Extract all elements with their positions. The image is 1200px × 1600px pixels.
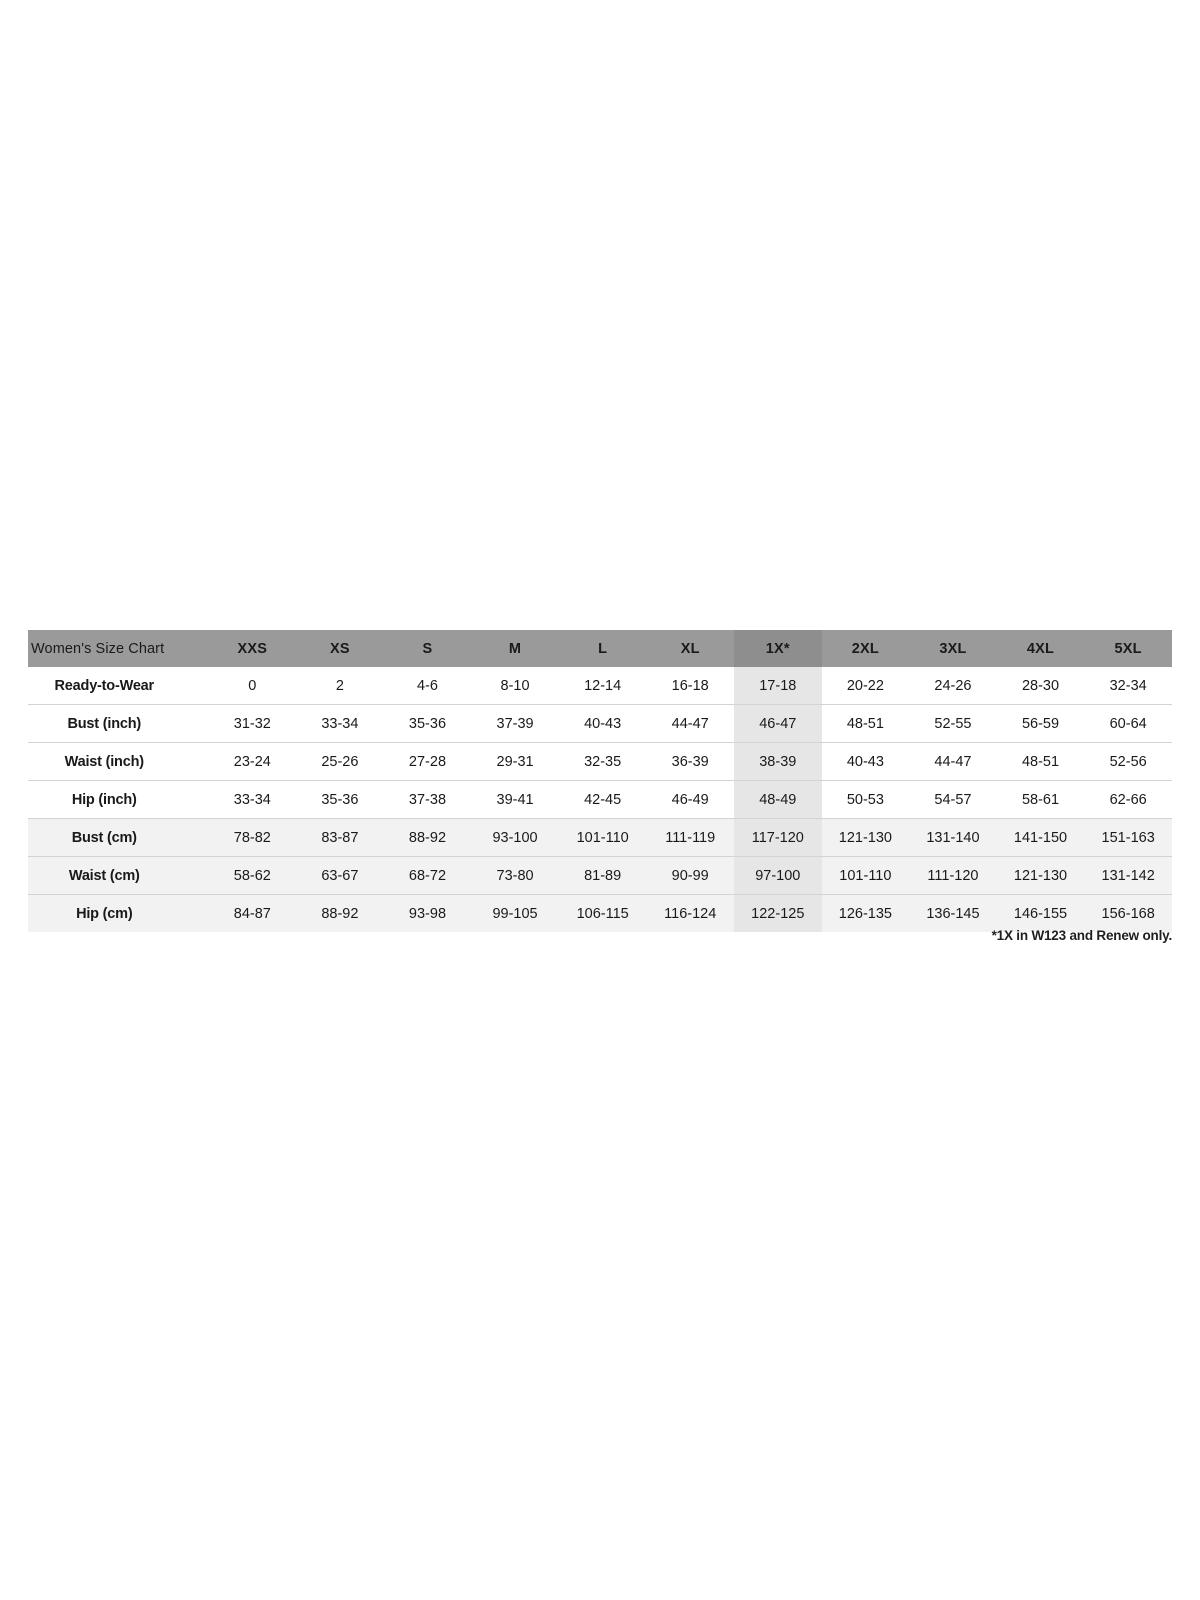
cell: 52-55 <box>934 715 972 732</box>
cell: 0 <box>248 677 257 694</box>
cell: 58-61 <box>1021 791 1060 808</box>
cell: 42-45 <box>584 791 622 808</box>
cell: 29-31 <box>496 753 534 770</box>
left-margin <box>0 0 28 1600</box>
column-header-3xl: 3XL <box>909 630 997 667</box>
row-label: Hip (cm) <box>76 905 133 922</box>
cell: 39-41 <box>496 791 534 808</box>
cell: 62-66 <box>1109 791 1147 808</box>
row-label: Hip (inch) <box>71 791 137 808</box>
cell: 33-34 <box>321 715 359 732</box>
column-header-1x: 1X* <box>734 630 822 667</box>
column-header-2xl: 2XL <box>822 630 910 667</box>
column-header-4xl: 4XL <box>997 630 1085 667</box>
table-row <box>0 667 1172 705</box>
cell: 141-150 <box>1013 829 1068 846</box>
cell: 33-34 <box>233 791 271 808</box>
cell-highlighted: 38-39 <box>734 743 822 781</box>
cell: 63-67 <box>321 867 359 884</box>
cell: 44-47 <box>934 753 972 770</box>
cell: 16-18 <box>671 677 709 694</box>
column-header-xs: XS <box>296 630 384 667</box>
size-chart-container <box>0 630 1200 943</box>
cell: 131-140 <box>926 829 980 846</box>
cell: 56-59 <box>1021 715 1060 732</box>
cell: 31-32 <box>233 715 271 732</box>
cell: 78-82 <box>233 829 271 846</box>
cell: 48-51 <box>1021 753 1060 770</box>
cell: 24-26 <box>934 677 972 694</box>
cell: 36-39 <box>671 753 709 770</box>
cell-highlighted: 46-47 <box>734 705 822 743</box>
cell: 84-87 <box>233 905 271 922</box>
cell: 32-35 <box>584 753 622 770</box>
cell: 28-30 <box>1021 677 1060 694</box>
cell: 106-115 <box>576 905 629 922</box>
cell-highlighted: 122-125 <box>734 895 822 933</box>
cell: 136-145 <box>926 905 980 922</box>
cell-highlighted: 17-18 <box>734 667 822 705</box>
cell: 90-99 <box>671 867 709 884</box>
table-body <box>0 667 1172 932</box>
cell: 121-130 <box>1013 867 1068 884</box>
right-margin <box>1172 0 1200 1600</box>
chart-title: Women's Size Chart <box>0 630 209 667</box>
cell: 54-57 <box>934 791 972 808</box>
cell: 35-36 <box>321 791 359 808</box>
row-label: Waist (inch) <box>64 753 144 770</box>
cell: 93-98 <box>408 905 447 922</box>
row-label: Waist (cm) <box>68 867 140 884</box>
cell: 126-135 <box>838 905 892 922</box>
cell: 48-51 <box>846 715 884 732</box>
cell: 23-24 <box>233 753 271 770</box>
column-header-xl: XL <box>646 630 734 667</box>
column-header-5xl: 5XL <box>1084 630 1172 667</box>
cell: 131-142 <box>1101 867 1155 884</box>
cell: 46-49 <box>671 791 709 808</box>
table-row <box>0 857 1172 895</box>
cell: 116-124 <box>664 905 717 922</box>
table-header <box>0 630 1172 667</box>
cell-highlighted: 117-120 <box>734 819 822 857</box>
row-label: Bust (inch) <box>67 715 142 732</box>
cell: 25-26 <box>321 753 359 770</box>
cell-highlighted: 48-49 <box>734 781 822 819</box>
cell: 40-43 <box>846 753 884 770</box>
cell: 93-100 <box>492 829 538 846</box>
column-header-m: M <box>471 630 559 667</box>
cell: 99-105 <box>492 905 538 922</box>
cell: 32-34 <box>1109 677 1147 694</box>
table-row <box>0 705 1172 743</box>
cell: 81-89 <box>584 867 622 884</box>
table-row <box>0 819 1172 857</box>
cell: 60-64 <box>1109 715 1147 732</box>
cell: 146-155 <box>1013 905 1068 922</box>
column-header-s: S <box>384 630 472 667</box>
table-row <box>0 781 1172 819</box>
column-header-l: L <box>559 630 647 667</box>
cell: 88-92 <box>408 829 447 846</box>
cell: 50-53 <box>846 791 884 808</box>
cell: 58-62 <box>233 867 271 884</box>
cell: 101-110 <box>839 867 892 884</box>
cell: 73-80 <box>496 867 534 884</box>
cell: 52-56 <box>1109 753 1147 770</box>
row-label: Bust (cm) <box>71 829 137 846</box>
cell: 4-6 <box>416 677 438 694</box>
cell-highlighted: 97-100 <box>734 857 822 895</box>
footnote: *1X in W123 and Renew only. <box>991 928 1172 943</box>
table-row <box>0 895 1172 933</box>
column-header-xxs: XXS <box>209 630 297 667</box>
header-row <box>0 630 1172 667</box>
cell: 88-92 <box>321 905 359 922</box>
cell: 40-43 <box>584 715 622 732</box>
cell: 8-10 <box>500 677 530 694</box>
cell: 151-163 <box>1101 829 1155 846</box>
cell: 156-168 <box>1101 905 1155 922</box>
cell: 20-22 <box>846 677 884 694</box>
cell: 111-119 <box>665 829 716 846</box>
cell: 27-28 <box>408 753 447 770</box>
cell: 111-120 <box>927 867 979 884</box>
cell: 121-130 <box>838 829 892 846</box>
cell: 12-14 <box>584 677 622 694</box>
cell: 37-39 <box>496 715 534 732</box>
cell: 83-87 <box>321 829 359 846</box>
table-row <box>0 743 1172 781</box>
cell: 68-72 <box>408 867 447 884</box>
cell: 44-47 <box>671 715 709 732</box>
row-label: Ready-to-Wear <box>54 677 154 694</box>
cell: 2 <box>335 677 344 694</box>
cell: 101-110 <box>576 829 629 846</box>
womens-size-chart-table <box>0 630 1172 932</box>
cell: 35-36 <box>408 715 447 732</box>
cell: 37-38 <box>408 791 447 808</box>
